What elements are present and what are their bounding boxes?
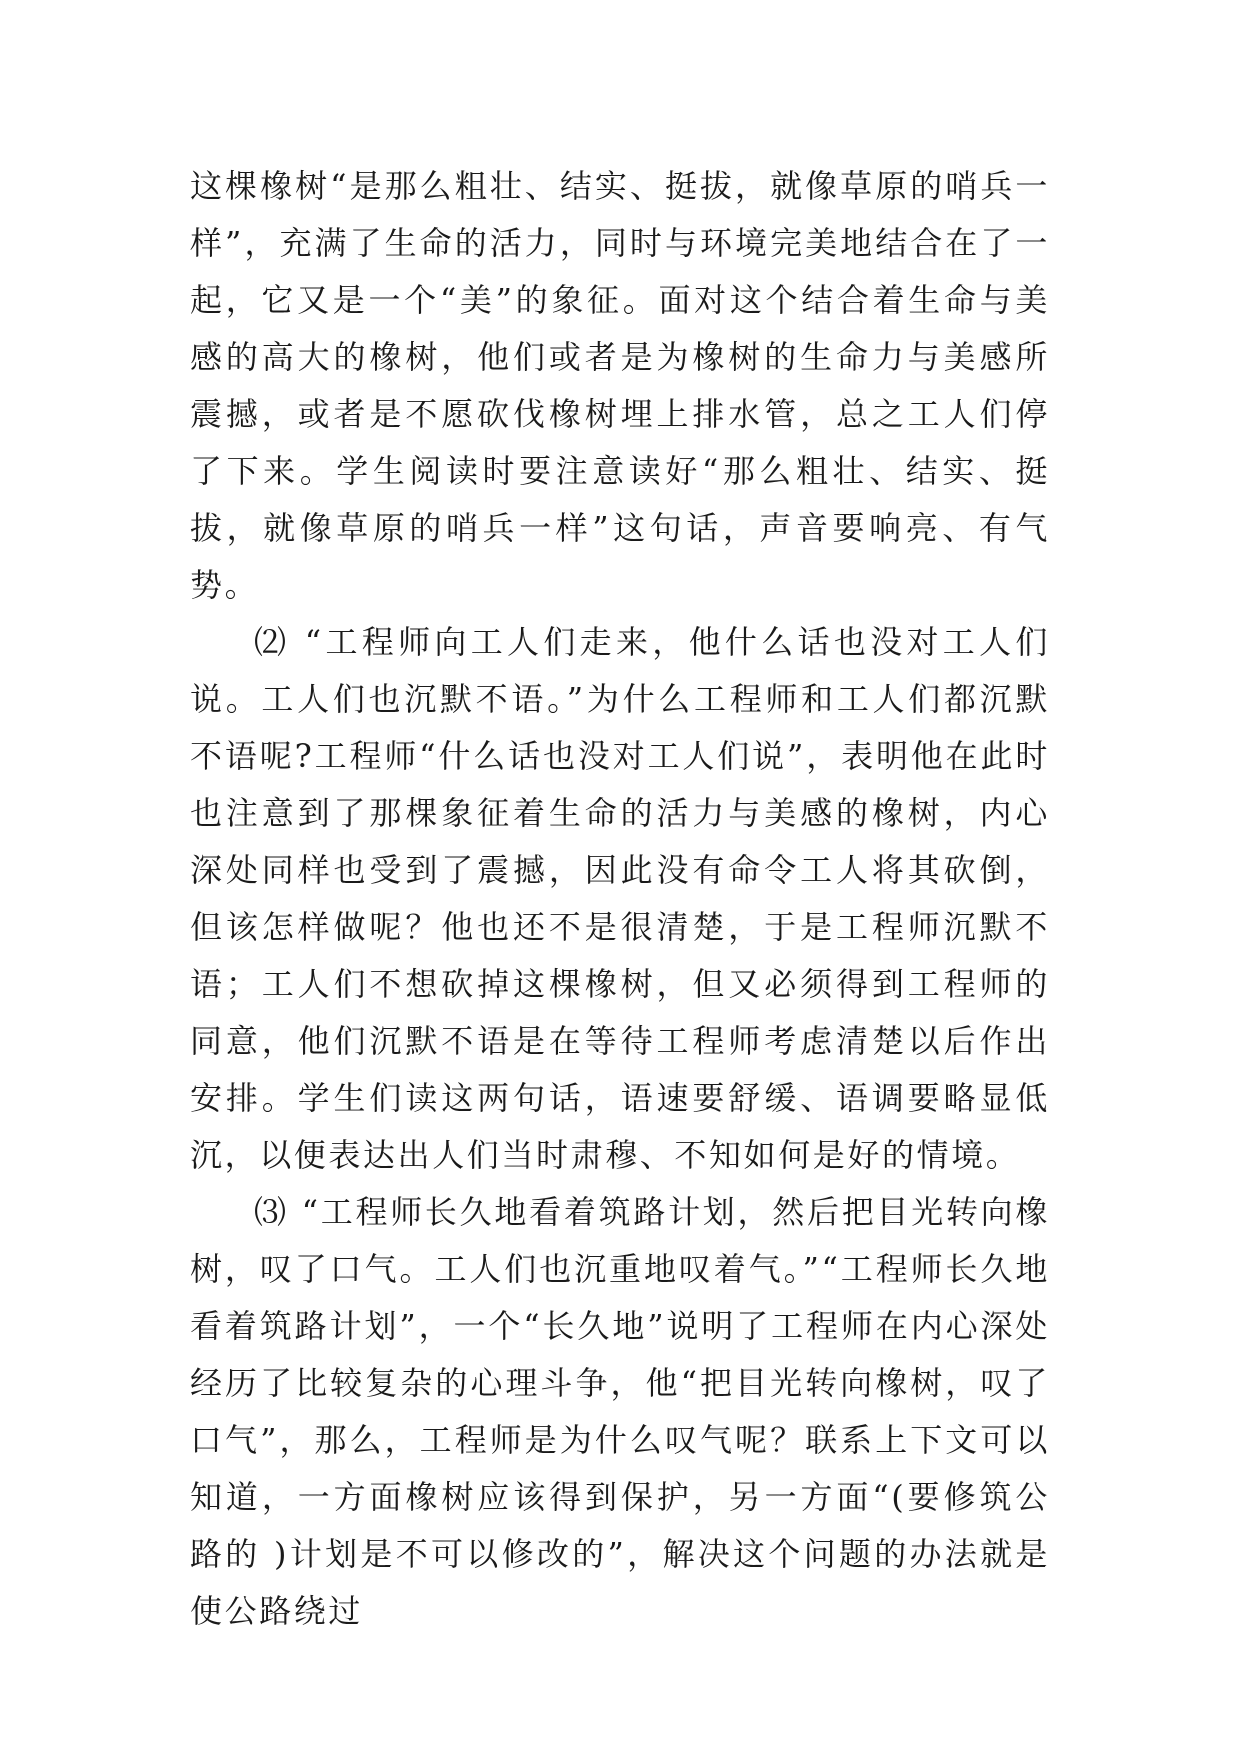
paragraph-engineer-sigh: ⑶ “工程师长久地看着筑路计划，然后把目光转向橡树，叹了口气。工人们也沉重地叹着气。”“工程师长久地看着筑路计划”，一个“长久地”说明了工程师在内心深处经历了比较复杂的心理斗争，他“把目光转向橡树，叹了口气”，那么，工程师是为什么叹气呢？联系上下文可以知道，一方面橡树应该得到保护，另一方面“(要修筑公路的 )计划是不可以修改的”，解决这个问题的办法就是使公路绕过 [190,1193,1050,1630]
paragraph-oak-tree-description: 这棵橡树“是那么粗壮、结实、挺拔，就像草原的哨兵一样”，充满了生命的活力，同时与环境完美地结合在了一起，它又是一个“美”的象征。面对这个结合着生命与美感的高大的橡树，他们或者是为橡树的生命力与美感所震撼，或者是不愿砍伐橡树埋上排水管，总之工人们停了下来。学生阅读时要注意读好“那么粗壮、结实、挺拔，就像草原的哨兵一样”这句话，声音要响亮、有气势。 [190,167,1050,604]
body-text [190,158,1050,1640]
paragraph-engineer-silence: ⑵ “工程师向工人们走来，他什么话也没对工人们说。工人们也沉默不语。”为什么工程师和工人们都沉默不语呢?工程师“什么话也没对工人们说”，表明他在此时也注意到了那棵象征着生命的活力与美感的橡树，内心深处同样也受到了震撼，因此没有命令工人将其砍倒，但该怎样做呢？他也还不是很清楚，于是工程师沉默不语；工人们不想砍掉这棵橡树，但又必须得到工程师的同意，他们沉默不语是在等待工程师考虑清楚以后作出安排。学生们读这两句话，语速要舒缓、语调要略显低沉，以便表达出人们当时肃穆、不知如何是好的情境。 [190,623,1050,1174]
